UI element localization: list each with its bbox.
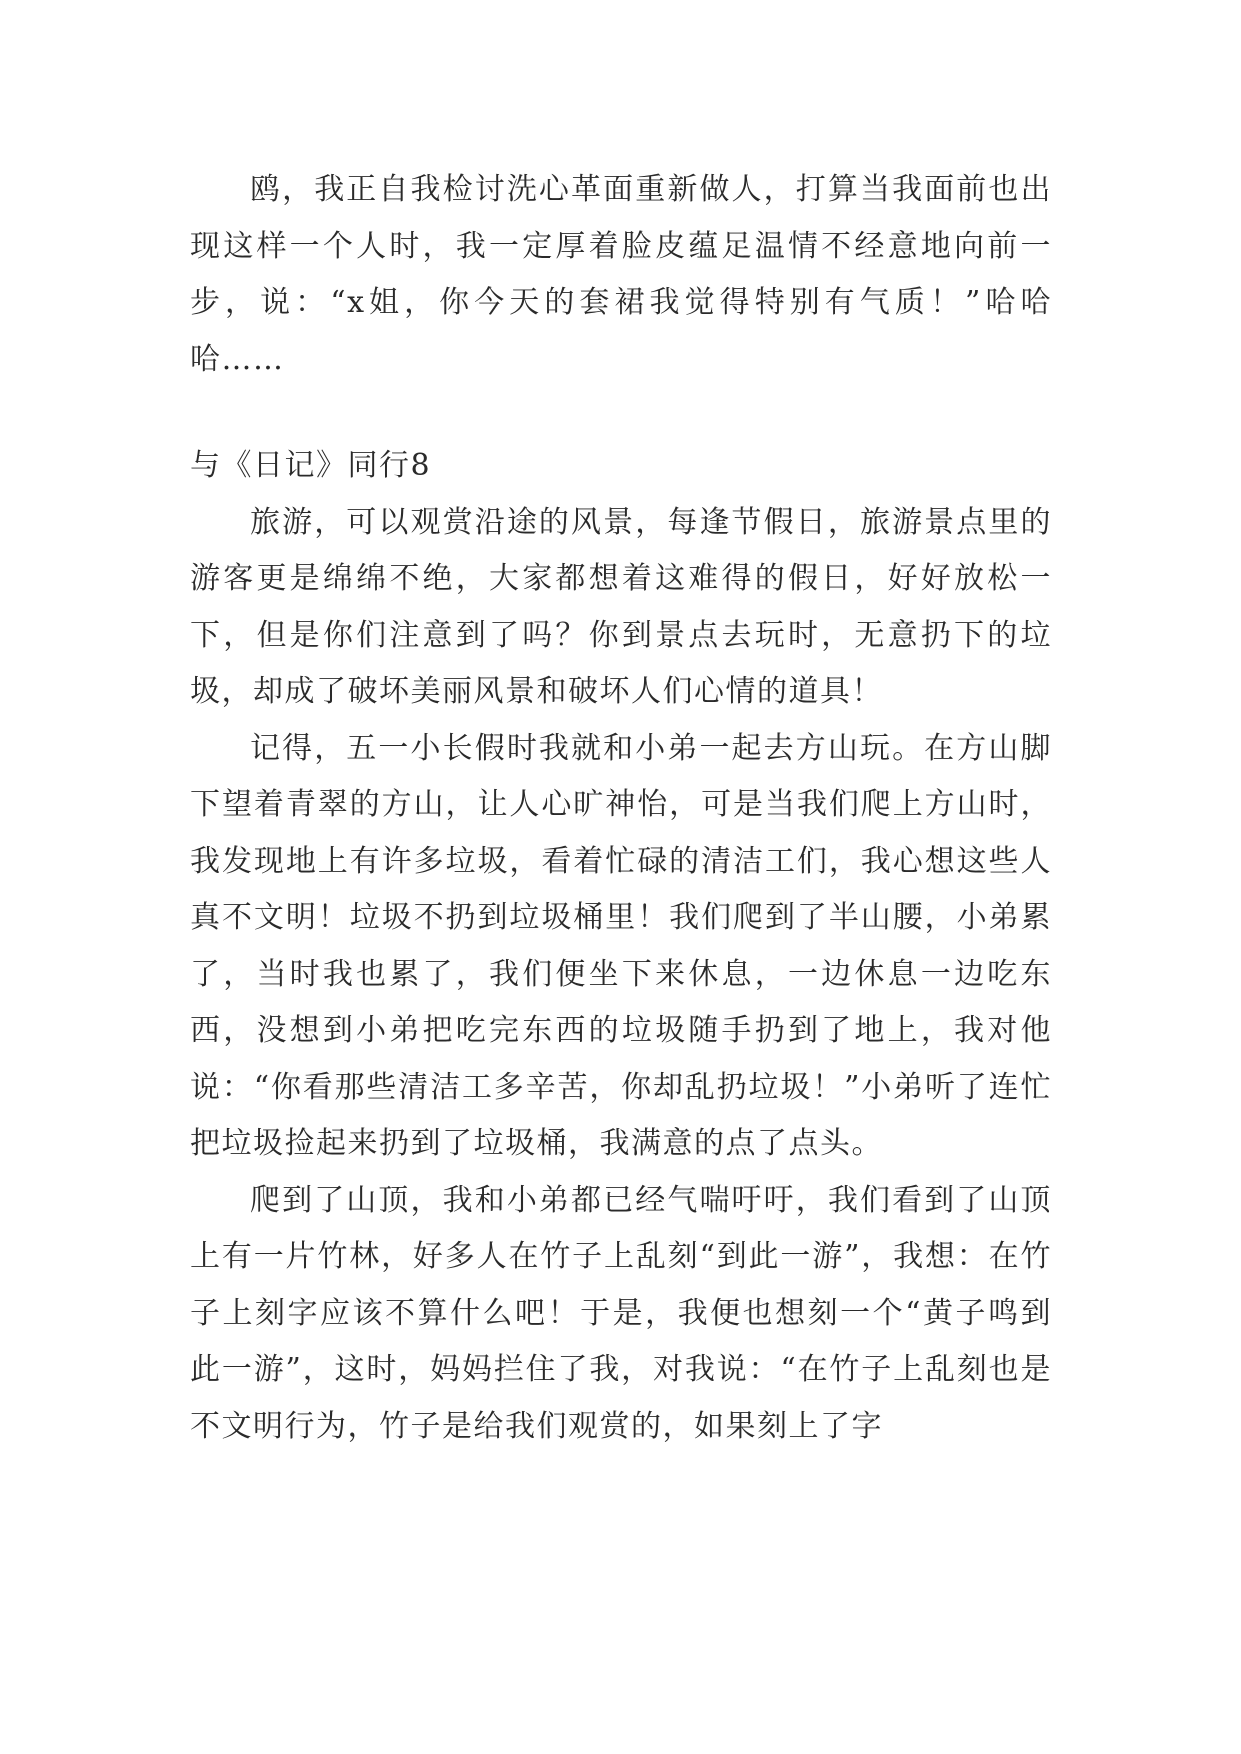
body-paragraph-2: 记得，五一小长假时我就和小弟一起去方山玩。在方山脚下望着青翠的方山，让人心旷神怡，可是当我们爬上方山时，我发现地上有许多垃圾，看着忙碌的清洁工们，我心想这些人真不文明！垃圾不扔到垃圾桶里！我们爬到了半山腰，小弟累了，当时我也累了，我们便坐下来休息，一边休息一边吃东西，没想到小弟把吃完东西的垃圾随手扔到了地上，我对他说：“你看那些清洁工多辛苦，你却乱扔垃圾！”小弟听了连忙把垃圾捡起来扔到了垃圾桶，我满意的点了点头。 bbox=[190, 730, 1052, 1161]
section-title: 与《日记》同行8 bbox=[190, 448, 432, 483]
body-paragraph-1: 旅游，可以观赏沿途的风景，每逢节假日，旅游景点里的游客更是绵绵不绝，大家都想着这难得的假日，好好放松一下，但是你们注意到了吗？你到景点去玩时，无意扔下的垃圾，却成了破坏美丽风景和破坏人们心情的道具！ bbox=[190, 504, 1052, 709]
document-body bbox=[190, 162, 1052, 1455]
body-paragraph-3: 爬到了山顶，我和小弟都已经气喘吁吁，我们看到了山顶上有一片竹林，好多人在竹子上乱刻“到此一游”，我想：在竹子上刻字应该不算什么吧！于是，我便也想刻一个“黄子鸣到此一游”，这时，妈妈拦住了我，对我说：“在竹子上乱刻也是不文明行为，竹子是给我们观赏的，如果刻上了字 bbox=[190, 1182, 1052, 1444]
intro-paragraph: 鸥，我正自我检讨洗心革面重新做人，打算当我面前也出现这样一个人时，我一定厚着脸皮蕴足温情不经意地向前一步，说：“x姐，你今天的套裙我觉得特别有气质！”哈哈哈…… bbox=[190, 172, 1052, 377]
